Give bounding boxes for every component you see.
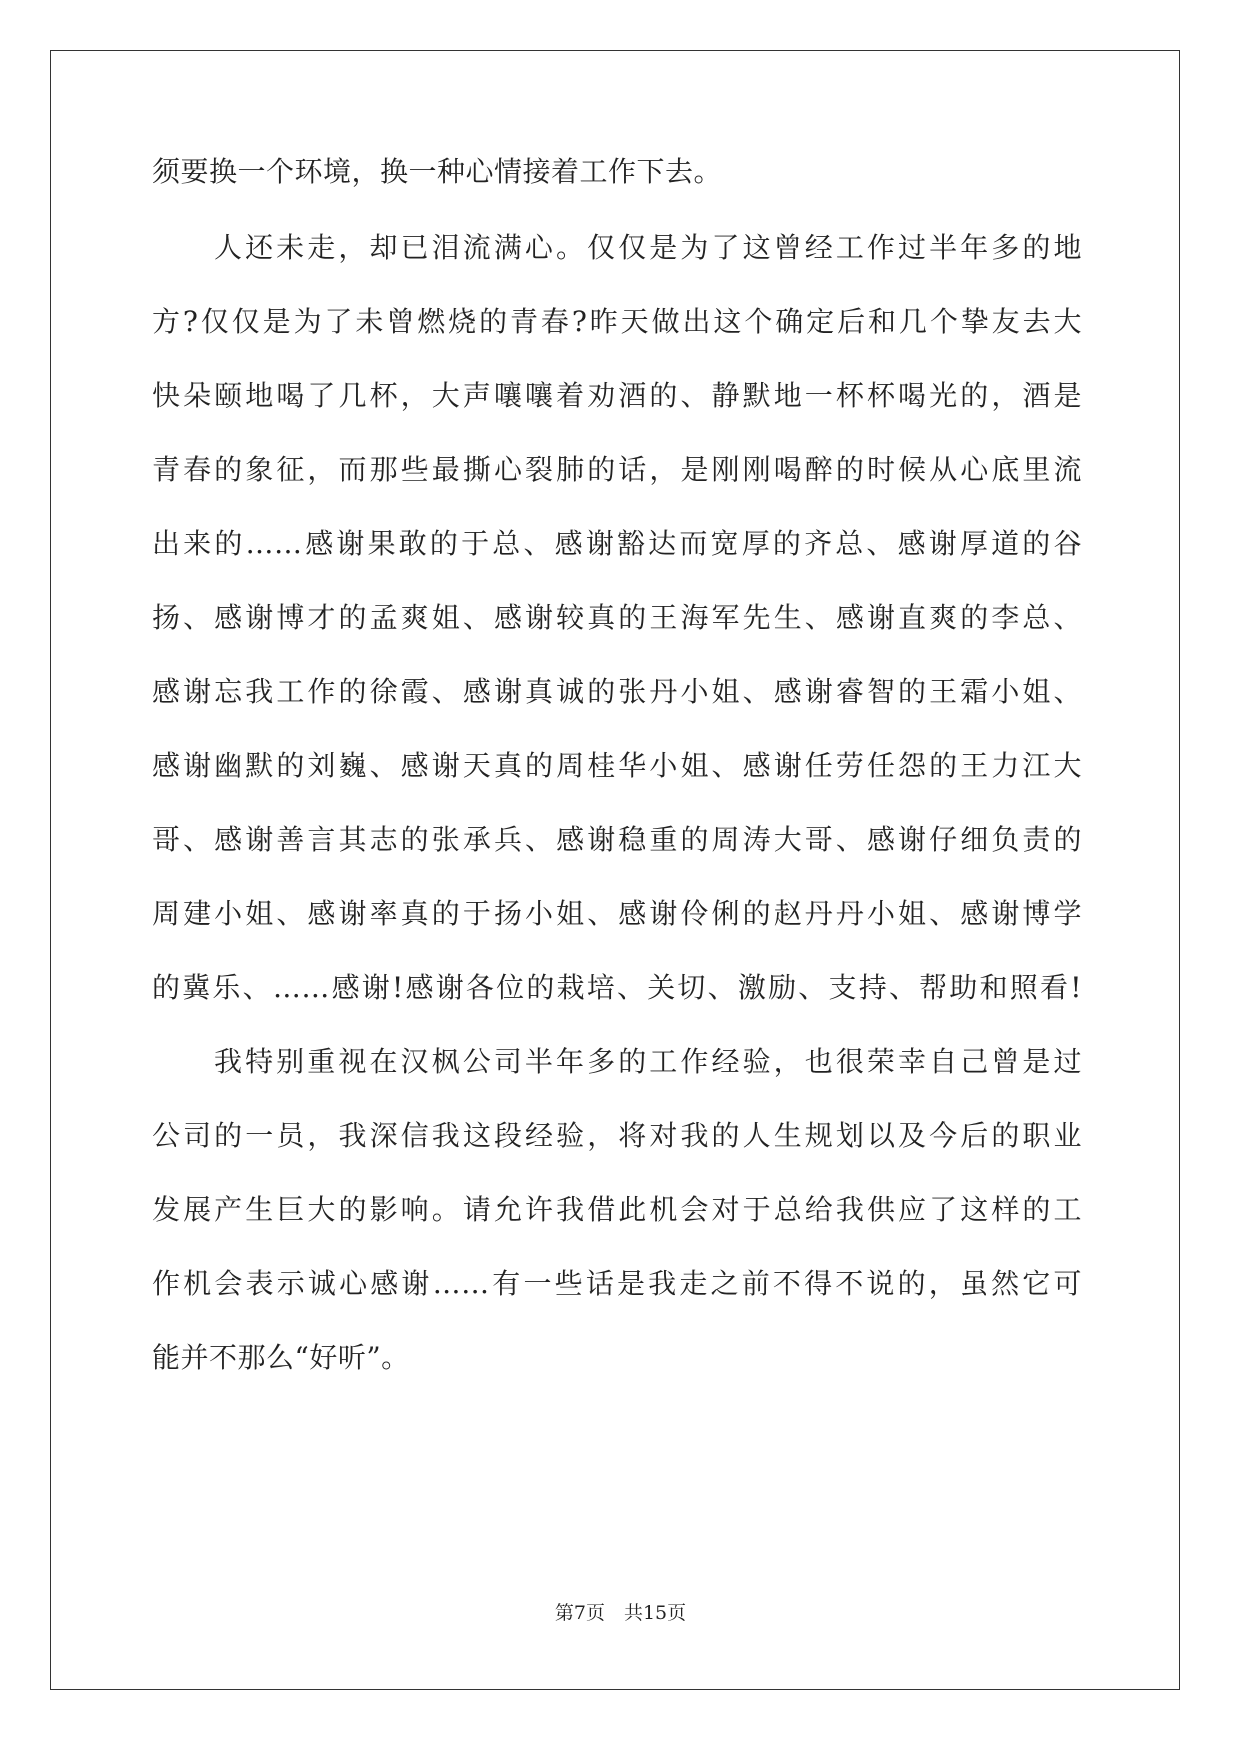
body-line-10: 哥、感谢善言其志的张承兵、感谢稳重的周涛大哥、感谢仔细负责的: [152, 823, 1082, 856]
page-number-footer: 第7页 共15页: [554, 1602, 687, 1624]
paragraph-start-line-13: 我特别重视在汉枫公司半年多的工作经验，也很荣幸自己曾是过: [214, 1045, 1082, 1078]
body-line-12: 的冀乐、……感谢!感谢各位的栽培、关切、激励、支持、帮助和照看!: [152, 971, 1082, 1004]
body-line-11: 周建小姐、感谢率真的于扬小姐、感谢伶俐的赵丹丹小姐、感谢博学: [152, 897, 1082, 930]
body-line-3: 方?仅仅是为了未曾燃烧的青春?昨天做出这个确定后和几个挚友去大: [152, 305, 1082, 338]
body-line-9: 感谢幽默的刘巍、感谢天真的周桂华小姐、感谢任劳任怨的王力江大: [152, 749, 1082, 782]
body-line-17: 能并不那么“好听”。: [152, 1341, 410, 1374]
page-border: [50, 50, 1180, 1690]
body-line-8: 感谢忘我工作的徐霞、感谢真诚的张丹小姐、感谢睿智的王霜小姐、: [152, 675, 1082, 708]
body-line-5: 青春的象征，而那些最撕心裂肺的话，是刚刚喝醉的时候从心底里流: [152, 453, 1082, 486]
body-line-1: 须要换一个环境，换一种心情接着工作下去。: [152, 155, 723, 188]
body-line-6: 出来的……感谢果敢的于总、感谢豁达而宽厚的齐总、感谢厚道的谷: [152, 527, 1082, 560]
body-line-7: 扬、感谢博才的孟爽姐、感谢较真的王海军先生、感谢直爽的李总、: [152, 601, 1082, 634]
body-line-14: 公司的一员，我深信我这段经验，将对我的人生规划以及今后的职业: [152, 1119, 1082, 1152]
body-line-16: 作机会表示诚心感谢……有一些话是我走之前不得不说的，虽然它可: [152, 1267, 1082, 1300]
paragraph-start-line-2: 人还未走，却已泪流满心。仅仅是为了这曾经工作过半年多的地: [214, 231, 1082, 264]
body-line-15: 发展产生巨大的影响。请允许我借此机会对于总给我供应了这样的工: [152, 1193, 1082, 1226]
body-line-4: 快朵颐地喝了几杯，大声嚷嚷着劝酒的、静默地一杯杯喝光的，酒是: [152, 379, 1082, 412]
